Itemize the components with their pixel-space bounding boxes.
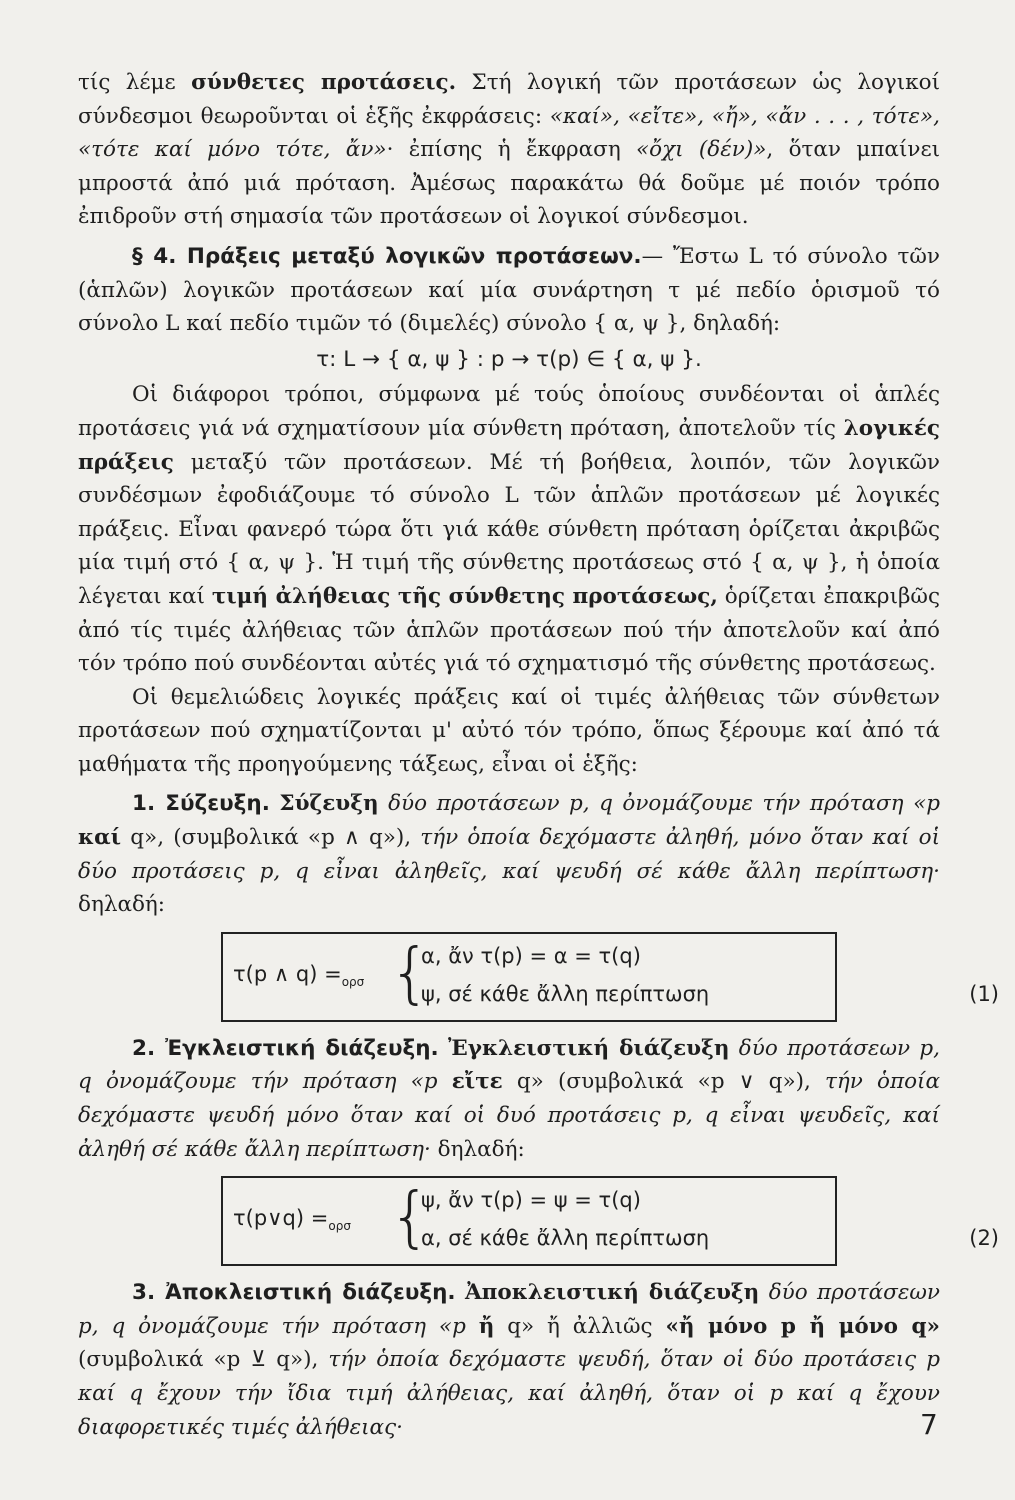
case-1: α, ἄν τ(p) = α = τ(q) [421, 943, 641, 968]
brace-icon: { [389, 1178, 431, 1256]
case-2: α, σέ κάθε ἄλλη περίπτωση [421, 1226, 710, 1251]
box-lhs: τ(p∨q) $=_{o\rho\sigma}$ [233, 1206, 351, 1234]
page-number: 7 [920, 1408, 938, 1441]
item-inclusive-disjunction: 2. Ἐγκλειστική διάζευξη. Ἐγκλειστική διάζευξη δύο προτάσεων p, q ὀνομάζουμε τήν πρόταση «p εἴτε q» (συμβολικά «p ∨ q»), τήν ὁποία δεχόμαστε ψευδή μόνο ὅταν καί οἱ δυό προτάσεις p, q εἶναι ψευδεῖς, καί ἀληθή σέ κάθε ἄλλη περίπτωση· δηλαδή: [78, 1035, 940, 1162]
formula-mapping: τ: L → { α, ψ } : p → τ(p) ∈ { α, ψ }. [316, 346, 702, 372]
page-body [78, 66, 999, 1444]
case-2: ψ, σέ κάθε ἄλλη περίπτωση [421, 981, 710, 1006]
equation-number: (1) [969, 981, 999, 1006]
section-4-paragraph: § 4. Πράξεις μεταξύ λογικῶν προτάσεων.— Ἔστω L τό σύνολο τῶν (ἁπλῶν) λογικῶν προτάσεων καί μία συνάρτηση τ μέ πεδίο ὁρισμοῦ τό σύνολο L καί πεδίο τιμῶν τό (διμελές) σύνολο { α, ψ }, δηλαδή: [78, 243, 940, 337]
equation-number: (2) [969, 1226, 999, 1251]
case-1: ψ, ἄν τ(p) = ψ = τ(q) [421, 1188, 641, 1213]
logical-operations-paragraph: Οἱ διάφοροι τρόποι, σύμφωνα μέ τούς ὁποίους συνδέονται οἱ ἁπλές προτάσεις γιά νά σχηματίσουν μία σύνθετη πρόταση, ἀποτελοῦν τίς λογικές πράξεις μεταξύ τῶν προτάσεων. Μέ τή βοήθεια, λοιπόν, τῶν λογικῶν συνδέσμων ἐφοδιάζουμε τό σύνολο L τῶν ἁπλῶν προτάσεων μέ λογικές πράξεις. Εἶναι φανερό τώρα ὅτι γιά κάθε σύνθετη πρόταση ὁρίζεται ἀκριβῶς μία τιμή στό { α, ψ }. Ἡ τιμή τῆς σύνθετης προτάσεως στό { α, ψ }, ἡ ὁποία λέγεται καί τιμή ἀλήθειας τῆς σύνθετης προτάσεως, ὁρίζεται ἐπακριβῶς ἀπό τίς τιμές ἀλήθειας τῶν ἁπλῶν προτάσεων πού τήν ἀποτελοῦν καί ἀπό τόν τρόπο πού συνδέονται αὐτές γιά τό σχηματισμό τῆς σύνθετης προτάσεως. [78, 382, 941, 677]
box-lhs: τ(p ∧ $q) =_{o\rho\sigma}$ [233, 961, 365, 990]
section-title: § 4. Πράξεις μεταξύ λογικῶν προτάσεων. [132, 243, 642, 269]
fundamental-operations-paragraph: Οἱ θεμελιώδεις λογικές πράξεις καί οἱ τιμές ἀλήθειας τῶν σύνθετων προτάσεων πού σχηματίζονται μ' αὐτό τόν τρόπο, ὅπως ξέρουμε καί ἀπό τά μαθήματα τῆς προηγούμενης τάξεως, εἶναι οἱ ἑξῆς: [78, 684, 940, 777]
item-exclusive-disjunction: 3. Ἀποκλειστική διάζευξη. Ἀποκλειστική διάζευξη δύο προτάσεων p, q ὀνομάζουμε τήν πρόταση «p ἤ q» ἤ ἀλλιῶς «ἤ μόνο p ἤ μόνο q» (συμβολικά «p ⊻ q»), τήν ὁποία δεχόμαστε ψευδή, ὅταν οἱ δύο προτάσεις p καί q ἔχουν τήν ἴδια τιμή ἀλήθειας, καί ἀληθή, ὅταν οἱ p καί q ἔχουν διαφορετικές τιμές ἀλήθειας· [78, 1280, 940, 1440]
brace-icon: { [389, 933, 431, 1011]
definition-box-disjunction [221, 1176, 999, 1266]
intro-paragraph: τίς λέμε σύνθετες προτάσεις. Στή λογική τῶν προτάσεων ὡς λογικοί σύνδεσμοι θεωροῦνται οἱ ἑξῆς ἐκφράσεις: «καί», «εἴτε», «ἤ», «ἄν . . . , τότε», «τότε καί μόνο τότε, ἄν»· ἐπίσης ἡ ἔκφραση «ὄχι (δέν)», ὅταν μπαίνει μπροστά ἀπό μιά πρόταση. Ἀμέσως παρακάτω θά δοῦμε μέ ποιόν τρόπο ἐπιδροῦν στή σημασία τῶν προτάσεων οἱ λογικοί σύνδεσμοι. [78, 70, 941, 230]
item-conjunction: 1. Σύζευξη. Σύζευξη δύο προτάσεων p, q ὀνομάζουμε τήν πρόταση «p καί q», (συμβολικά «p ∧ q»), τήν ὁποία δεχόμαστε ἀληθή, μόνο ὅταν καί οἱ δύο προτάσεις p, q εἶναι ἀληθεῖς, καί ψευδή σέ κάθε ἄλλη περίπτωση· δηλαδή: [78, 791, 941, 918]
definition-box-conjunction [221, 932, 999, 1022]
